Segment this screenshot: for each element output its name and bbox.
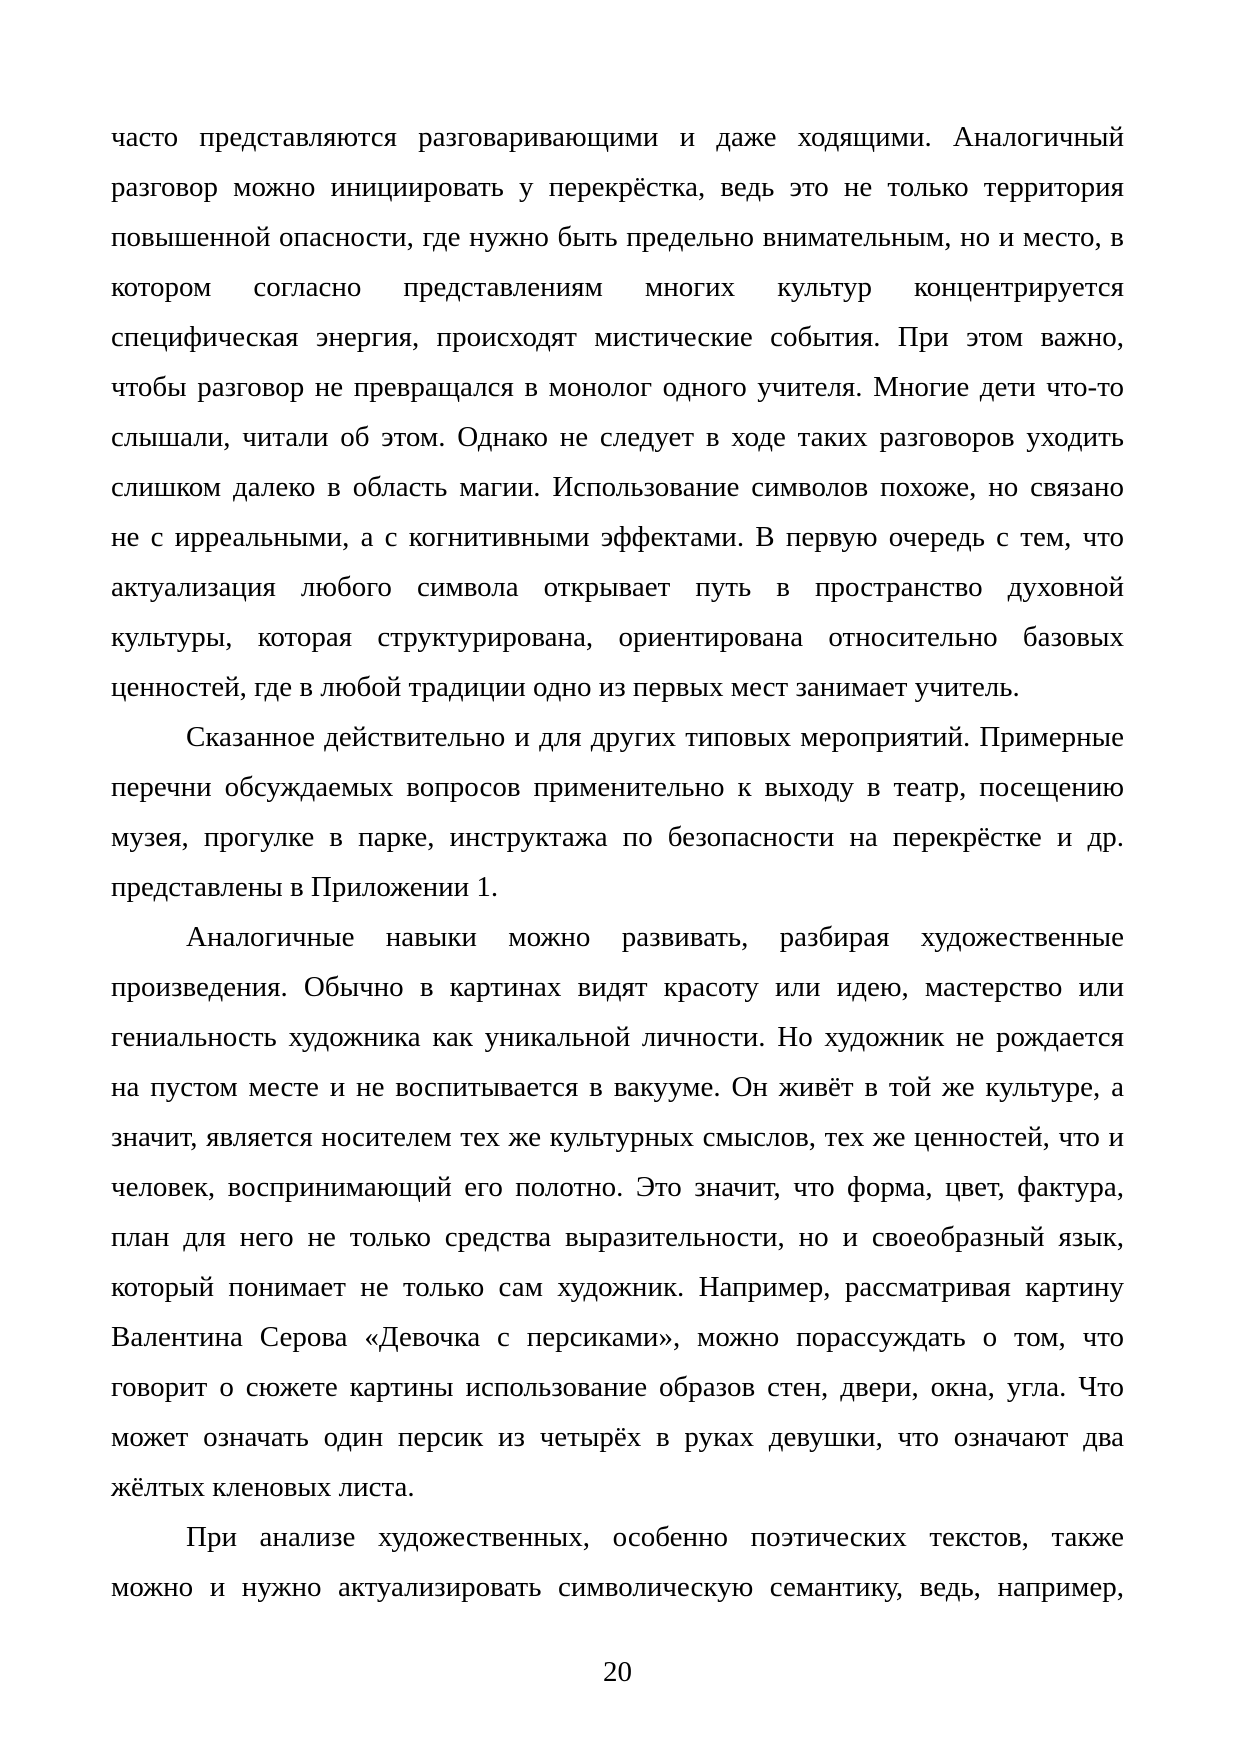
paragraph-2 bbox=[111, 712, 1124, 912]
paragraph-4 bbox=[111, 1512, 1124, 1612]
text-line: специфическая энергия, происходят мистические события. При этом важно, bbox=[111, 321, 1124, 353]
text-line: жёлтых кленовых листа. bbox=[111, 1471, 415, 1503]
text-line: часто представляются разговаривающими и даже ходящими. Аналогичный bbox=[111, 121, 1124, 153]
text-line: на пустом месте и не воспитывается в вакууме. Он живёт в той же культуре, а bbox=[111, 1071, 1124, 1103]
text-line: который понимает не только сам художник. Например, рассматривая картину bbox=[111, 1271, 1124, 1303]
text-line: говорит о сюжете картины использование образов стен, двери, окна, угла. Что bbox=[111, 1371, 1124, 1403]
text-line: чтобы разговор не превращался в монолог одного учителя. Многие дети что-то bbox=[111, 371, 1124, 403]
text-line: слышали, читали об этом. Однако не следует в ходе таких разговоров уходить bbox=[111, 421, 1124, 453]
text-line: Валентина Серова «Девочка с персиками», можно порассуждать о том, что bbox=[111, 1321, 1124, 1353]
text-line: может означать один персик из четырёх в руках девушки, что означают два bbox=[111, 1421, 1124, 1453]
text-line: разговор можно инициировать у перекрёстка, ведь это не только территория bbox=[111, 171, 1124, 203]
text-line: котором согласно представлениям многих культур концентрируется bbox=[111, 271, 1124, 303]
text-line: Сказанное действительно и для других типовых мероприятий. Примерные bbox=[186, 721, 1124, 753]
text-line: не с ирреальными, а с когнитивными эффектами. В первую очередь с тем, что bbox=[111, 521, 1124, 553]
text-line: слишком далеко в область магии. Использование символов похоже, но связано bbox=[111, 471, 1124, 503]
text-line: человек, воспринимающий его полотно. Это значит, что форма, цвет, фактура, bbox=[111, 1171, 1124, 1203]
text-line: представлены в Приложении 1. bbox=[111, 871, 499, 903]
paragraph-1 bbox=[111, 112, 1124, 712]
text-line: перечни обсуждаемых вопросов применительно к выходу в театр, посещению bbox=[111, 771, 1124, 803]
text-line: повышенной опасности, где нужно быть предельно внимательным, но и место, в bbox=[111, 221, 1124, 253]
text-line: значит, является носителем тех же культурных смыслов, тех же ценностей, что и bbox=[111, 1121, 1124, 1153]
text-line: При анализе художественных, особенно поэтических текстов, также bbox=[186, 1521, 1124, 1553]
text-line: план для него не только средства выразительности, но и своеобразный язык, bbox=[111, 1221, 1124, 1253]
text-line: культуры, которая структурирована, ориентирована относительно базовых bbox=[111, 621, 1124, 653]
text-line: можно и нужно актуализировать символическую семантику, ведь, например, bbox=[111, 1571, 1124, 1603]
text-line: ценностей, где в любой традиции одно из первых мест занимает учитель. bbox=[111, 671, 1020, 703]
text-line: произведения. Обычно в картинах видят красоту или идею, мастерство или bbox=[111, 971, 1124, 1003]
text-line: гениальность художника как уникальной личности. Но художник не рождается bbox=[111, 1021, 1124, 1053]
text-line: актуализация любого символа открывает путь в пространство духовной bbox=[111, 571, 1124, 603]
text-line: музея, прогулке в парке, инструктажа по безопасности на перекрёстке и др. bbox=[111, 821, 1124, 853]
paragraph-3 bbox=[111, 912, 1124, 1512]
text-line: Аналогичные навыки можно развивать, разбирая художественные bbox=[186, 921, 1124, 953]
page-number: 20 bbox=[603, 1656, 632, 1688]
